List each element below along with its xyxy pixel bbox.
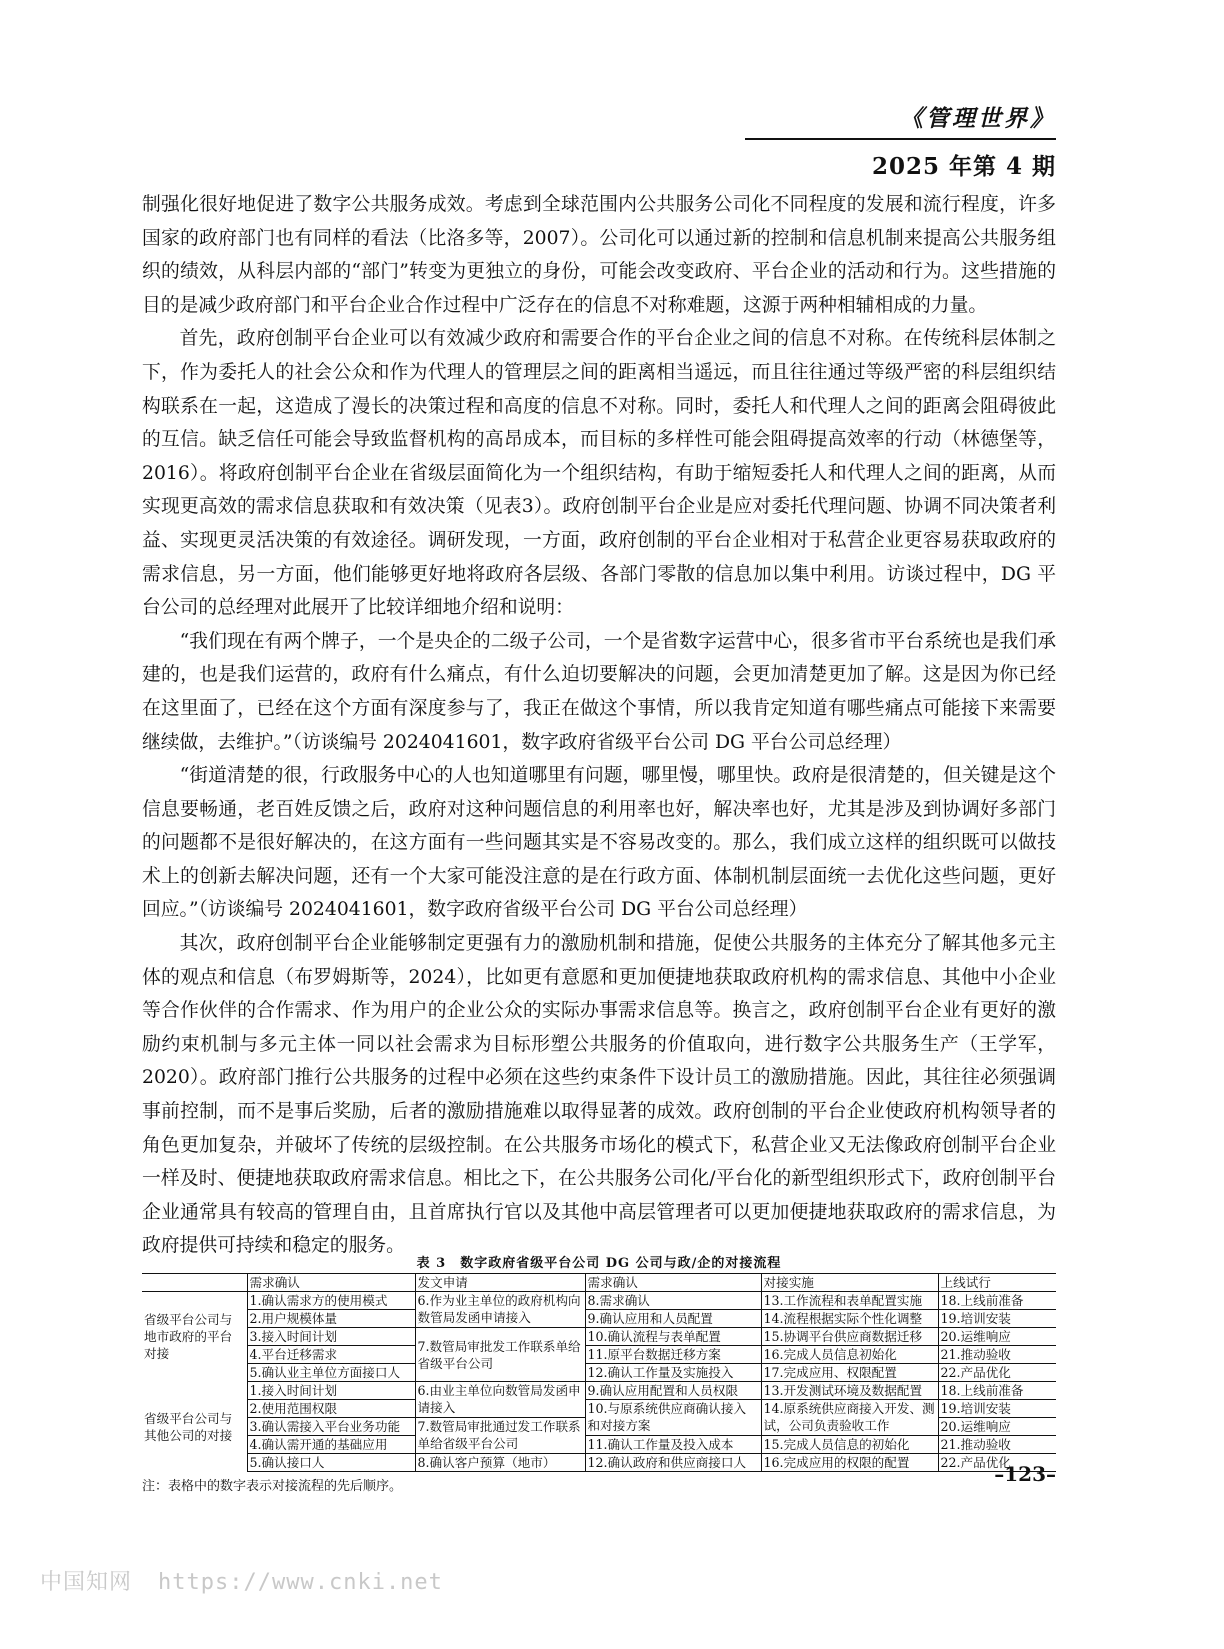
table-cell: 21.推动验收: [938, 1346, 1056, 1364]
table-row: [142, 1328, 1056, 1346]
table-header-cell: 需求确认: [247, 1274, 415, 1292]
table-cell: 19.培训安装: [938, 1310, 1056, 1328]
table-3: [142, 1252, 1056, 1494]
table-cell: 10.与原系统供应商确认接入和对接方案: [585, 1400, 761, 1436]
table-cell: 22.产品优化: [938, 1364, 1056, 1382]
interview-quote: “我们现在有两个牌子，一个是央企的二级子公司，一个是省数字运营中心，很多省市平台系统也是我们承建的，也是我们运营的，政府有什么痛点，有什么迫切要解决的问题，会更加清楚更加了解。这是因为你已经在这里面了，已经在这个方面有深度参与了，我正在做这个事情，所以我肯定知道有哪些痛点可能接下来需要继续做，去维护。”（访谈编号 2024041601，数字政府省级平台公司 DG 平台公司总经理）: [142, 630, 1056, 753]
table-cell: 12.确认政府和供应商接口人: [585, 1454, 761, 1472]
table-cell: 12.确认工作量及实施投入: [585, 1364, 761, 1382]
watermark: [40, 1565, 443, 1596]
table-header-row: [142, 1274, 1056, 1292]
table-cell: 7.数管局审批通过发工作联系单给省级平台公司: [415, 1418, 585, 1454]
table-cell: 6.作为业主单位的政府机构向数管局发函申请接入: [415, 1292, 585, 1328]
table-cell: 9.确认应用配置和人员权限: [585, 1382, 761, 1400]
table-row: [142, 1454, 1056, 1472]
paragraph: 其次，政府创制平台企业能够制定更强有力的激励机制和措施，促使公共服务的主体充分了解其他多元主体的观点和信息（布罗姆斯等，2024），比如更有意愿和更加便捷地获取政府机构的需求信息、其他中小企业等合作伙伴的合作需求、作为用户的企业公众的实际办事需求信息等。换言之，政府创制平台企业有更好的激励约束机制与多元主体一同以社会需求为目标形塑公共服务的价值取向，进行数字公共服务生产（王学军，2020）。政府部门推行公共服务的过程中必须在这些约束条件下设计员工的激励措施。因此，其往往必须强调事前控制，而不是事后奖励，后者的激励措施难以取得显著的成效。政府创制的平台企业使政府机构领导者的角色更加复杂，并破坏了传统的层级控制。在公共服务市场化的模式下，私营企业又无法像政府创制平台企业一样及时、便捷地获取政府需求信息。相比之下，在公共服务公司化/平台化的新型组织形式下，政府创制平台企业通常具有较高的管理自由，且首席执行官以及其他中高层管理者可以更加便捷地获取政府的需求信息，为政府提供可持续和稳定的服务。: [142, 933, 1056, 1257]
table-cell: 5.确认接口人: [247, 1454, 415, 1472]
table-cell: 7.数管局审批发工作联系单给省级平台公司: [415, 1328, 585, 1382]
table-cell: 13.开发测试环境及数据配置: [761, 1382, 938, 1400]
table-cell: 15.协调平台供应商数据迁移: [761, 1328, 938, 1346]
table-cell: 1.确认需求方的使用模式: [247, 1292, 415, 1310]
table-cell: 18.上线前准备: [938, 1292, 1056, 1310]
table-cell: 13.工作流程和表单配置实施: [761, 1292, 938, 1310]
table-cell: 8.确认客户预算（地市）: [415, 1454, 585, 1472]
paragraph: 首先，政府创制平台企业可以有效减少政府和需要合作的平台企业之间的信息不对称。在传统科层体制之下，作为委托人的社会公众和作为代理人的管理层之间的距离相当遥远，而且往往通过等级严密的科层组织结构联系在一起，这造成了漫长的决策过程和高度的信息不对称。同时，委托人和代理人之间的距离会阻碍彼此的互信。缺乏信任可能会导致监督机构的高昂成本，而目标的多样性可能会阻碍提高效率的行动（林德堡等，2016）。将政府创制平台企业在省级层面简化为一个组织结构，有助于缩短委托人和代理人之间的距离，从而实现更高效的需求信息获取和有效决策（见表3）。政府创制平台企业是应对委托代理问题、协调不同决策者利益、实现更灵活决策的有效途径。调研发现，一方面，政府创制的平台企业相对于私营企业更容易获取政府的需求信息，另一方面，他们能够更好地将政府各层级、各部门零散的信息加以集中利用。访谈过程中，DG 平台公司的总经理对此展开了比较详细地介绍和说明：: [142, 328, 1056, 619]
table-row: [142, 1346, 1056, 1364]
table-cell: 15.完成人员信息的初始化: [761, 1436, 938, 1454]
table-cell: 3.接入时间计划: [247, 1328, 415, 1346]
table-cell: 4.确认需开通的基础应用: [247, 1436, 415, 1454]
paragraph: 制强化很好地促进了数字公共服务成效。考虑到全球范围内公共服务公司化不同程度的发展和流行程度，许多国家的政府部门也有同样的看法（比洛多等，2007）。公司化可以通过新的控制和信息机制来提高公共服务组织的绩效，从科层内部的“部门”转变为更独立的身份，可能会改变政府、平台企业的活动和行为。这些措施的目的是减少政府部门和平台企业合作过程中广泛存在的信息不对称难题，这源于两种相辅相成的力量。: [142, 194, 1056, 316]
watermark-site: 中国知网: [40, 1570, 133, 1595]
table-cell: 3.确认需接入平台业务功能: [247, 1418, 415, 1436]
table-title: 表 3 数字政府省级平台公司 DG 公司与政/企的对接流程: [416, 1256, 782, 1271]
table-header-cell: 发文申请: [415, 1274, 585, 1292]
table-cell: 21.推动验收: [938, 1436, 1056, 1454]
table-row: [142, 1436, 1056, 1454]
table-row: [142, 1310, 1056, 1328]
table-row: [142, 1292, 1056, 1310]
table-cell: 1.接入时间计划: [247, 1382, 415, 1400]
table-header-cell: 上线试行: [938, 1274, 1056, 1292]
table-cell: 20.运维响应: [938, 1328, 1056, 1346]
table-cell: 18.上线前准备: [938, 1382, 1056, 1400]
header-rule: [745, 138, 1056, 140]
flow-table: [142, 1273, 1056, 1472]
table-cell: 2.用户规模体量: [247, 1310, 415, 1328]
issue-label: 2025 年第 4 期: [871, 153, 1056, 180]
watermark-url[interactable]: https://www.cnki.net: [158, 1570, 443, 1595]
row-group-label: 省级平台公司与地市政府的平台对接: [142, 1292, 247, 1382]
table-cell: 11.确认工作量及投入成本: [585, 1436, 761, 1454]
table-cell: 20.运维响应: [938, 1418, 1056, 1436]
table-row: [142, 1382, 1056, 1400]
table-cell: 22.产品优化: [938, 1454, 1056, 1472]
table-cell: 17.完成应用、权限配置: [761, 1364, 938, 1382]
table-cell: 14.原系统供应商接入开发、测试，公司负责验收工作: [761, 1400, 938, 1436]
table-cell: 16.完成应用的权限的配置: [761, 1454, 938, 1472]
article-body: [142, 188, 1056, 1263]
table-cell: 11.原平台数据迁移方案: [585, 1346, 761, 1364]
table-cell: 8.需求确认: [585, 1292, 761, 1310]
table-header-cell: 对接实施: [761, 1274, 938, 1292]
table-header-cell: 需求确认: [585, 1274, 761, 1292]
table-cell: 6.由业主单位向数管局发函申请接入: [415, 1382, 585, 1418]
table-row: [142, 1364, 1056, 1382]
table-cell: 9.确认应用和人员配置: [585, 1310, 761, 1328]
row-group-label: 省级平台公司与其他公司的对接: [142, 1382, 247, 1472]
table-note: 注：表格中的数字表示对接流程的先后顺序。: [142, 1479, 403, 1494]
table-cell: 19.培训安装: [938, 1400, 1056, 1418]
table-cell: 2.使用范围权限: [247, 1400, 415, 1418]
journal-title: 《管理世界》: [900, 105, 1056, 132]
table-cell: 14.流程根据实际个性化调整: [761, 1310, 938, 1328]
interview-quote: “街道清楚的很，行政服务中心的人也知道哪里有问题，哪里慢，哪里快。政府是很清楚的，但关键是这个信息要畅通，老百姓反馈之后，政府对这种问题信息的利用率也好，解决率也好，尤其是涉及到协调好多部门的问题都不是很好解决的，在这方面有一些问题其实是不容易改变的。那么，我们成立这样的组织既可以做技术上的创新去解决问题，还有一个大家可能没注意的是在行政方面、体制机制层面统一去优化这些问题，更好回应。”（访谈编号 2024041601，数字政府省级平台公司 DG 平台公司总经理）: [142, 765, 1056, 921]
table-header-cell: [142, 1274, 247, 1292]
table-cell: 4.平台迁移需求: [247, 1346, 415, 1364]
page-number: –123–: [994, 1462, 1056, 1486]
table-cell: 5.确认业主单位方面接口人: [247, 1364, 415, 1382]
table-row: [142, 1400, 1056, 1418]
table-cell: 10.确认流程与表单配置: [585, 1328, 761, 1346]
table-cell: 16.完成人员信息初始化: [761, 1346, 938, 1364]
